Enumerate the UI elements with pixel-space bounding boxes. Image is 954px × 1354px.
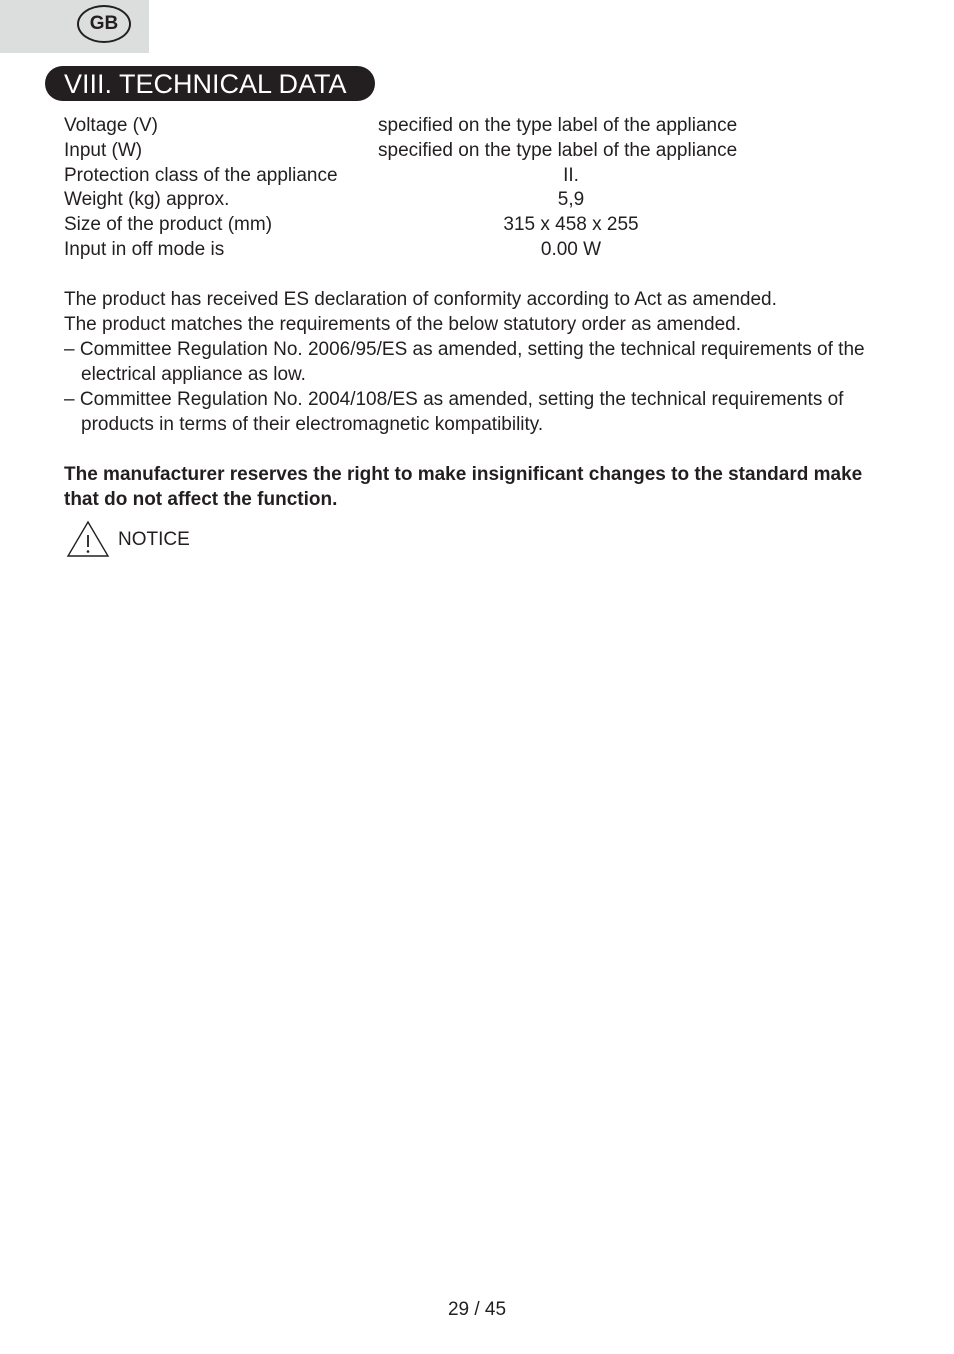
spec-label: Input (W) (64, 139, 143, 161)
spec-value: specified on the type label of the appliance (378, 115, 738, 136)
spec-row-weight (64, 188, 824, 213)
section-title: VIII. TECHNICAL DATA (45, 66, 375, 101)
spec-value: 0.00 W (540, 238, 602, 260)
spec-value: 5,9 (557, 189, 585, 211)
spec-value: specified on the type label of the appliance (378, 139, 738, 161)
spec-label: Input in off mode is (64, 238, 225, 260)
language-badge: GB (77, 5, 131, 43)
regulation-item: – Committee Regulation No. 2004/108/ES as amended, setting the technical requirements of products in terms of their electromagnetic kompatibility. (64, 389, 844, 435)
conformity-section (64, 287, 894, 437)
spec-row-voltage (64, 114, 824, 139)
spec-label: Size of the product (mm) (64, 214, 273, 236)
notice-label: NOTICE (118, 529, 190, 550)
regulation-item: – Committee Regulation No. 2006/95/ES as amended, setting the technical requirements of the electrical appliance as low. (64, 339, 865, 385)
warning-triangle-icon (66, 520, 110, 558)
spec-row-protection-class (64, 164, 824, 189)
spec-row-size (64, 213, 824, 238)
statutory-order-statement: The product matches the requirements of the below statutory order as amended. (64, 314, 741, 335)
spec-label: Protection class of the appliance (64, 164, 338, 186)
spec-label: Weight (kg) approx. (64, 189, 230, 211)
spec-label: Voltage (V) (64, 115, 158, 136)
spec-row-input (64, 139, 824, 164)
language-tab (0, 0, 149, 53)
page-number: 29 / 45 (447, 1299, 507, 1320)
spec-row-off-mode-input (64, 238, 824, 263)
conformity-declaration: The product has received ES declaration of conformity according to Act as amended. (64, 289, 777, 310)
technical-data-table (64, 114, 824, 263)
spec-value: II. (563, 164, 579, 186)
manufacturer-note: The manufacturer reserves the right to make insignificant changes to the standard make that do not affect the function. (64, 464, 863, 510)
spec-value: 315 x 458 x 255 (503, 214, 639, 236)
